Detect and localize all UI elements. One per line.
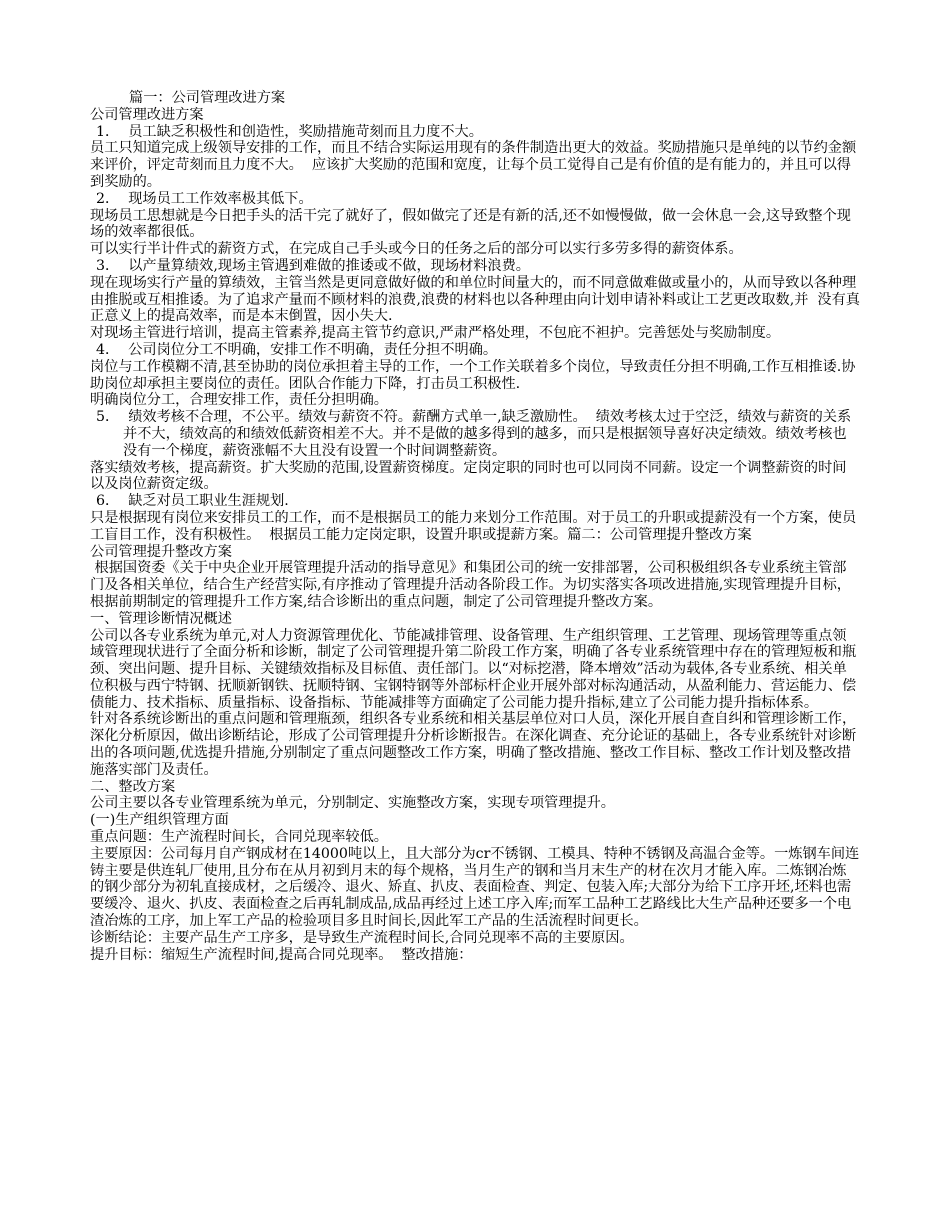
numbered-item-2: 2． 现场员工工作效率极其低下。 — [96, 190, 313, 207]
doc-title-2: 公司管理提升整改方案 — [90, 543, 232, 560]
paragraph: 明确岗位分工，合理安排工作，责任分担明确。 — [90, 392, 388, 409]
section-heading: 二、整改方案 — [90, 778, 176, 795]
numbered-item-5-text: 5． 绩效考核不合理，不公平。绩效与薪资不符。薪酬方式单一,缺乏激励性。 绩效考核太过于空泛，绩效与薪资的关系并不大，绩效高的和绩效低薪资相差不大。并不是做的越多得到的越多，而只是根据领导喜好决定绩效。绩效考核也没有一个梯度，薪资涨幅不大且没有设置一个时间调整薪资。 — [96, 409, 852, 459]
paragraph: 可以实行半计件式的薪资方式，在完成自己手头或今日的任务之后的部分可以实行多劳多得的薪资体系。 — [90, 241, 743, 258]
paragraph: 针对各系统诊断出的重点问题和管理瓶颈，组织各专业系统和相关基层单位对口人员，深化开展自查自纠和管理诊断工作，深化分析原因，做出诊断结论，形成了公司管理提升分析诊断报告。在深化调查、充分论证的基础上，各专业系统针对诊断出的各项问题,优选提升措施,分别制定了重点问题整改工作方案，明确了整改措施、整改工作目标、整改工作计划及整改措施落实部门及责任。 — [90, 711, 857, 778]
paragraph: 现在现场实行产量的算绩效，主管当然是更同意做好做的和单位时间量大的，而不同意做难做或量小的，从而导致以各种理由推脱或互相推诿。为了追求产量而不顾材料的浪费,浪费的材料也以各种理由向计划申请补料或让工艺更改取数,并 没有真正意义上的提高效率，而是本末倒置，因小失大. — [90, 274, 860, 325]
numbered-item-5 — [90, 409, 860, 459]
paragraph: 现场员工思想就是今日把手头的活干完了就好了，假如做完了还是有新的活,还不如慢慢做，做一会休息一会,这导致整个现场的效率都很低。 — [90, 207, 851, 241]
numbered-item-6: 6． 缺乏对员工职业生涯规划. — [96, 493, 289, 510]
main-reason: 主要原因：公司每月自产钢成材在14000吨以上，且大部分为cr不锈钢、工模具、特种不锈钢及高温合金等。一炼钢车间连铸主要是供连轧厂使用,且分布在从月初到月末的每个规格，当月生产的钢和当月末生产的材在次月才能入库。二炼钢冶炼的钢少部分为初轧直接成材，之后缓冷、退火、矫直、扒皮、表面检查、判定、包装入库;大部分为给下工序开坯,坯料也需要缓冷、退火、扒皮、表面检查之后再轧制成品,成品再经过上述工序入库;而军工品种工艺路线比大生产品种还要多一个电渣冶炼的工序，加上军工产品的检验项目多且时间长,因此军工产品的生活流程时间更长。 — [90, 845, 860, 930]
improvement-target: 提升目标：缩短生产流程时间,提高合同兑现率。 整改措施： — [90, 946, 473, 963]
intro-paragraph: 根据国资委《关于中央企业开展管理提升活动的指导意见》和集团公司的统一安排部署，公司积极组织各专业系统主管部门及各相关单位，结合生产经营实际,有序推动了管理提升活动各阶段工作。为切实落实各项改进措施,实现管理提升目标，根据前期制定的管理提升工作方案,结合诊断出的重点问题，制定了公司管理提升整改方案。 — [90, 560, 851, 610]
subsection-heading: (一)生产组织管理方面 — [90, 812, 229, 829]
section-heading: 一、管理诊断情况概述 — [90, 610, 232, 627]
numbered-item-1: 1． 员工缺乏积极性和创造性，奖励措施苛刻而且力度不大。 — [96, 123, 483, 140]
doc-title: 公司管理改进方案 — [90, 106, 204, 123]
paragraph: 公司以各专业系统为单元,对人力资源管理优化、节能减排管理、设备管理、生产组织管理、工艺管理、现场管理等重点领域管理现状进行了全面分析和诊断，制定了公司管理提升第二阶段工作方案，明确了各专业系统管理中存在的管理短板和瓶颈、突出问题、提升目标、关键绩效指标及目标值、责任部门。以“对标挖潜，降本增效”活动为载体,各专业系统、相关单位积极与西宁特钢、抚顺新钢铁、抚顺特钢、宝钢特钢等外部标杆企业开展外部对标沟通活动，从盈利能力、营运能力、偿债能力、技术指标、质量指标、设备指标、节能减排等方面确定了公司能力提升指标,建立了公司能力提升指标体系。 — [90, 627, 857, 711]
section-heading-part-one: 篇一：公司管理改进方案 — [129, 90, 286, 106]
diagnosis-conclusion: 诊断结论：主要产品生产工序多，是导致生产流程时间长,合同兑现率不高的主要原因。 — [90, 929, 634, 946]
numbered-item-3: 3． 以产量算绩效,现场主管遇到难做的推诿或不做，现场材料浪费。 — [96, 257, 530, 274]
document-page — [90, 90, 860, 963]
key-issue: 重点问题：生产流程时间长，合同兑现率较低。 — [90, 829, 388, 846]
paragraph: 员工只知道完成上级领导安排的工作，而且不结合实际运用现有的条件制造出更大的效益。奖励措施只是单纯的以节约金额来评价，评定苛刻而且力度不大。 应该扩大奖励的范围和宽度，让每个员工觉得自己是有价值的是有能力的，并且可以得到奖励的。 — [90, 140, 857, 190]
numbered-item-4: 4． 公司岗位分工不明确，安排工作不明确，责任分担不明确。 — [96, 341, 498, 358]
paragraph: 只是根据现有岗位来安排员工的工作，而不是根据员工的能力来划分工作范围。对于员工的升职或提薪没有一个方案，使员工盲目工作，没有积极性。 根据员工能力定岗定职，设置升职或提薪方案。篇二：公司管理提升整改方案 — [90, 509, 857, 543]
paragraph: 落实绩效考核，提高薪资。扩大奖励的范围,设置薪资梯度。定岗定职的同时也可以同岗不同薪。设定一个调整薪资的时间以及岗位薪资定级。 — [90, 459, 847, 493]
paragraph: 对现场主管进行培训，提高主管素养,提高主管节约意识,严肃严格处理，不包庇不袒护。完善惩处与奖励制度。 — [90, 325, 781, 342]
paragraph: 岗位与工作模糊不清,甚至协助的岗位承担着主导的工作，一个工作关联着多个岗位，导致责任分担不明确,工作互相推诿.协助岗位却承担主要岗位的责任。团队合作能力下降，打击员工积极性. — [90, 358, 856, 392]
paragraph: 公司主要以各专业管理系统为单元，分别制定、实施整改方案，实现专项管理提升。 — [90, 795, 615, 812]
